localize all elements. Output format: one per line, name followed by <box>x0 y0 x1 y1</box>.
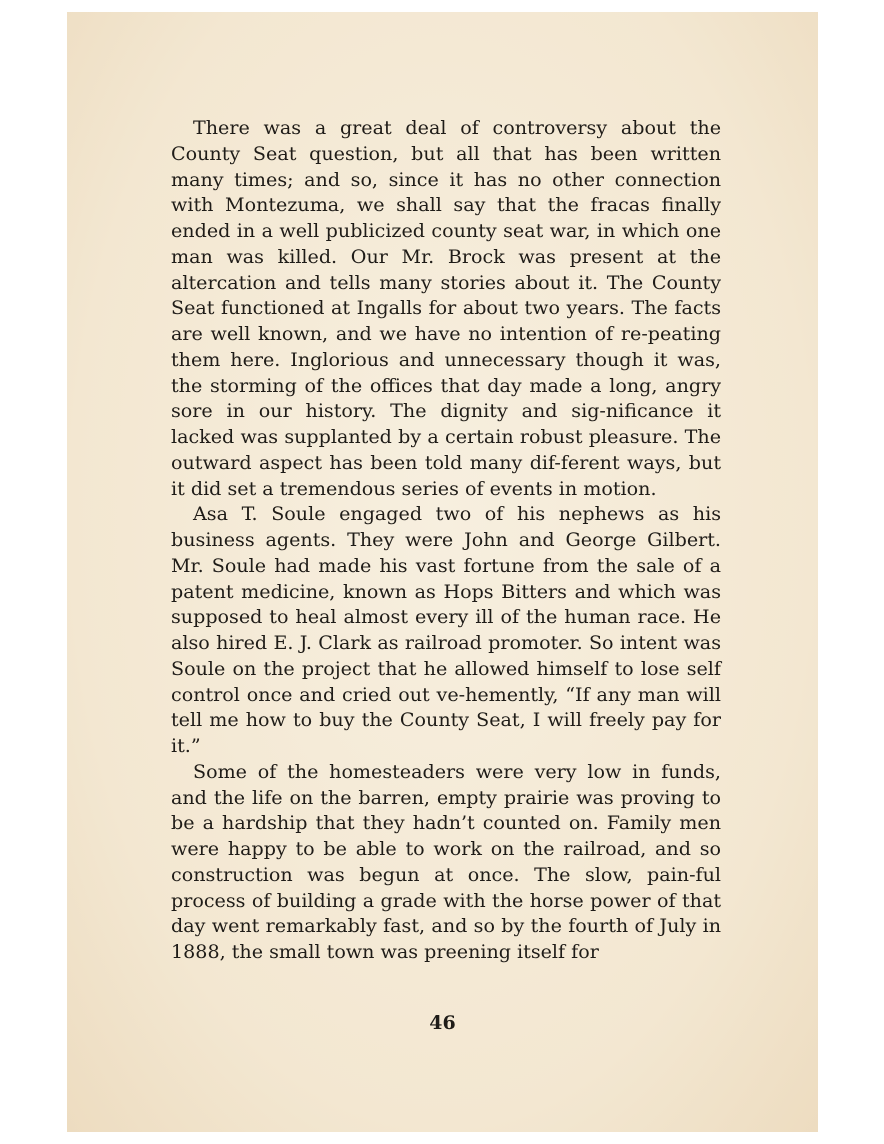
paragraph-homesteaders: Some of the homesteaders were very low in funds, and the life on the barren, empty prairie was proving to be a hardship that they hadn’t counted on. Family men were happy to be able to work on the railroad, and so construction was begun at once. The slow, pain-ful process of building a grade with the horse power of that day went remarkably fast, and so by the fourth of July in 1888, the small town was preening itself for <box>171 759 721 963</box>
paragraph-asa-soule: Asa T. Soule engaged two of his nephews as his business agents. They were John and George Gilbert. Mr. Soule had made his vast fortune from the sale of a patent medicine, known as Hops Bitters and which was supposed to heal almost every ill of the human race. He also hired E. J. Clark as railroad promoter. So intent was Soule on the project that he allowed himself to lose self control once and cried out ve-hemently, “If any man will tell me how to buy the County Seat, I will freely pay for it.” <box>171 502 721 757</box>
book-page <box>67 12 818 1132</box>
body-text <box>171 115 721 965</box>
paragraph-county-seat: There was a great deal of controversy about the County Seat question, but all that has been written many times; and so, since it has no other connection with Montezuma, we shall say that the fracas finally ended in a well publicized county seat war, in which one man was killed. Our Mr. Brock was present at the altercation and tells many stories about it. The County Seat functioned at Ingalls for about two years. The facts are well known, and we have no intention of re-peating them here. Inglorious and unnecessary though it was, the storming of the offices that day made a long, angry sore in our history. The dignity and sig-nificance it lacked was supplanted by a certain robust pleasure. The outward aspect has been told many dif-ferent ways, but it did set a tremendous series of events in motion. <box>171 116 721 500</box>
page-number: 46 <box>429 1012 456 1034</box>
